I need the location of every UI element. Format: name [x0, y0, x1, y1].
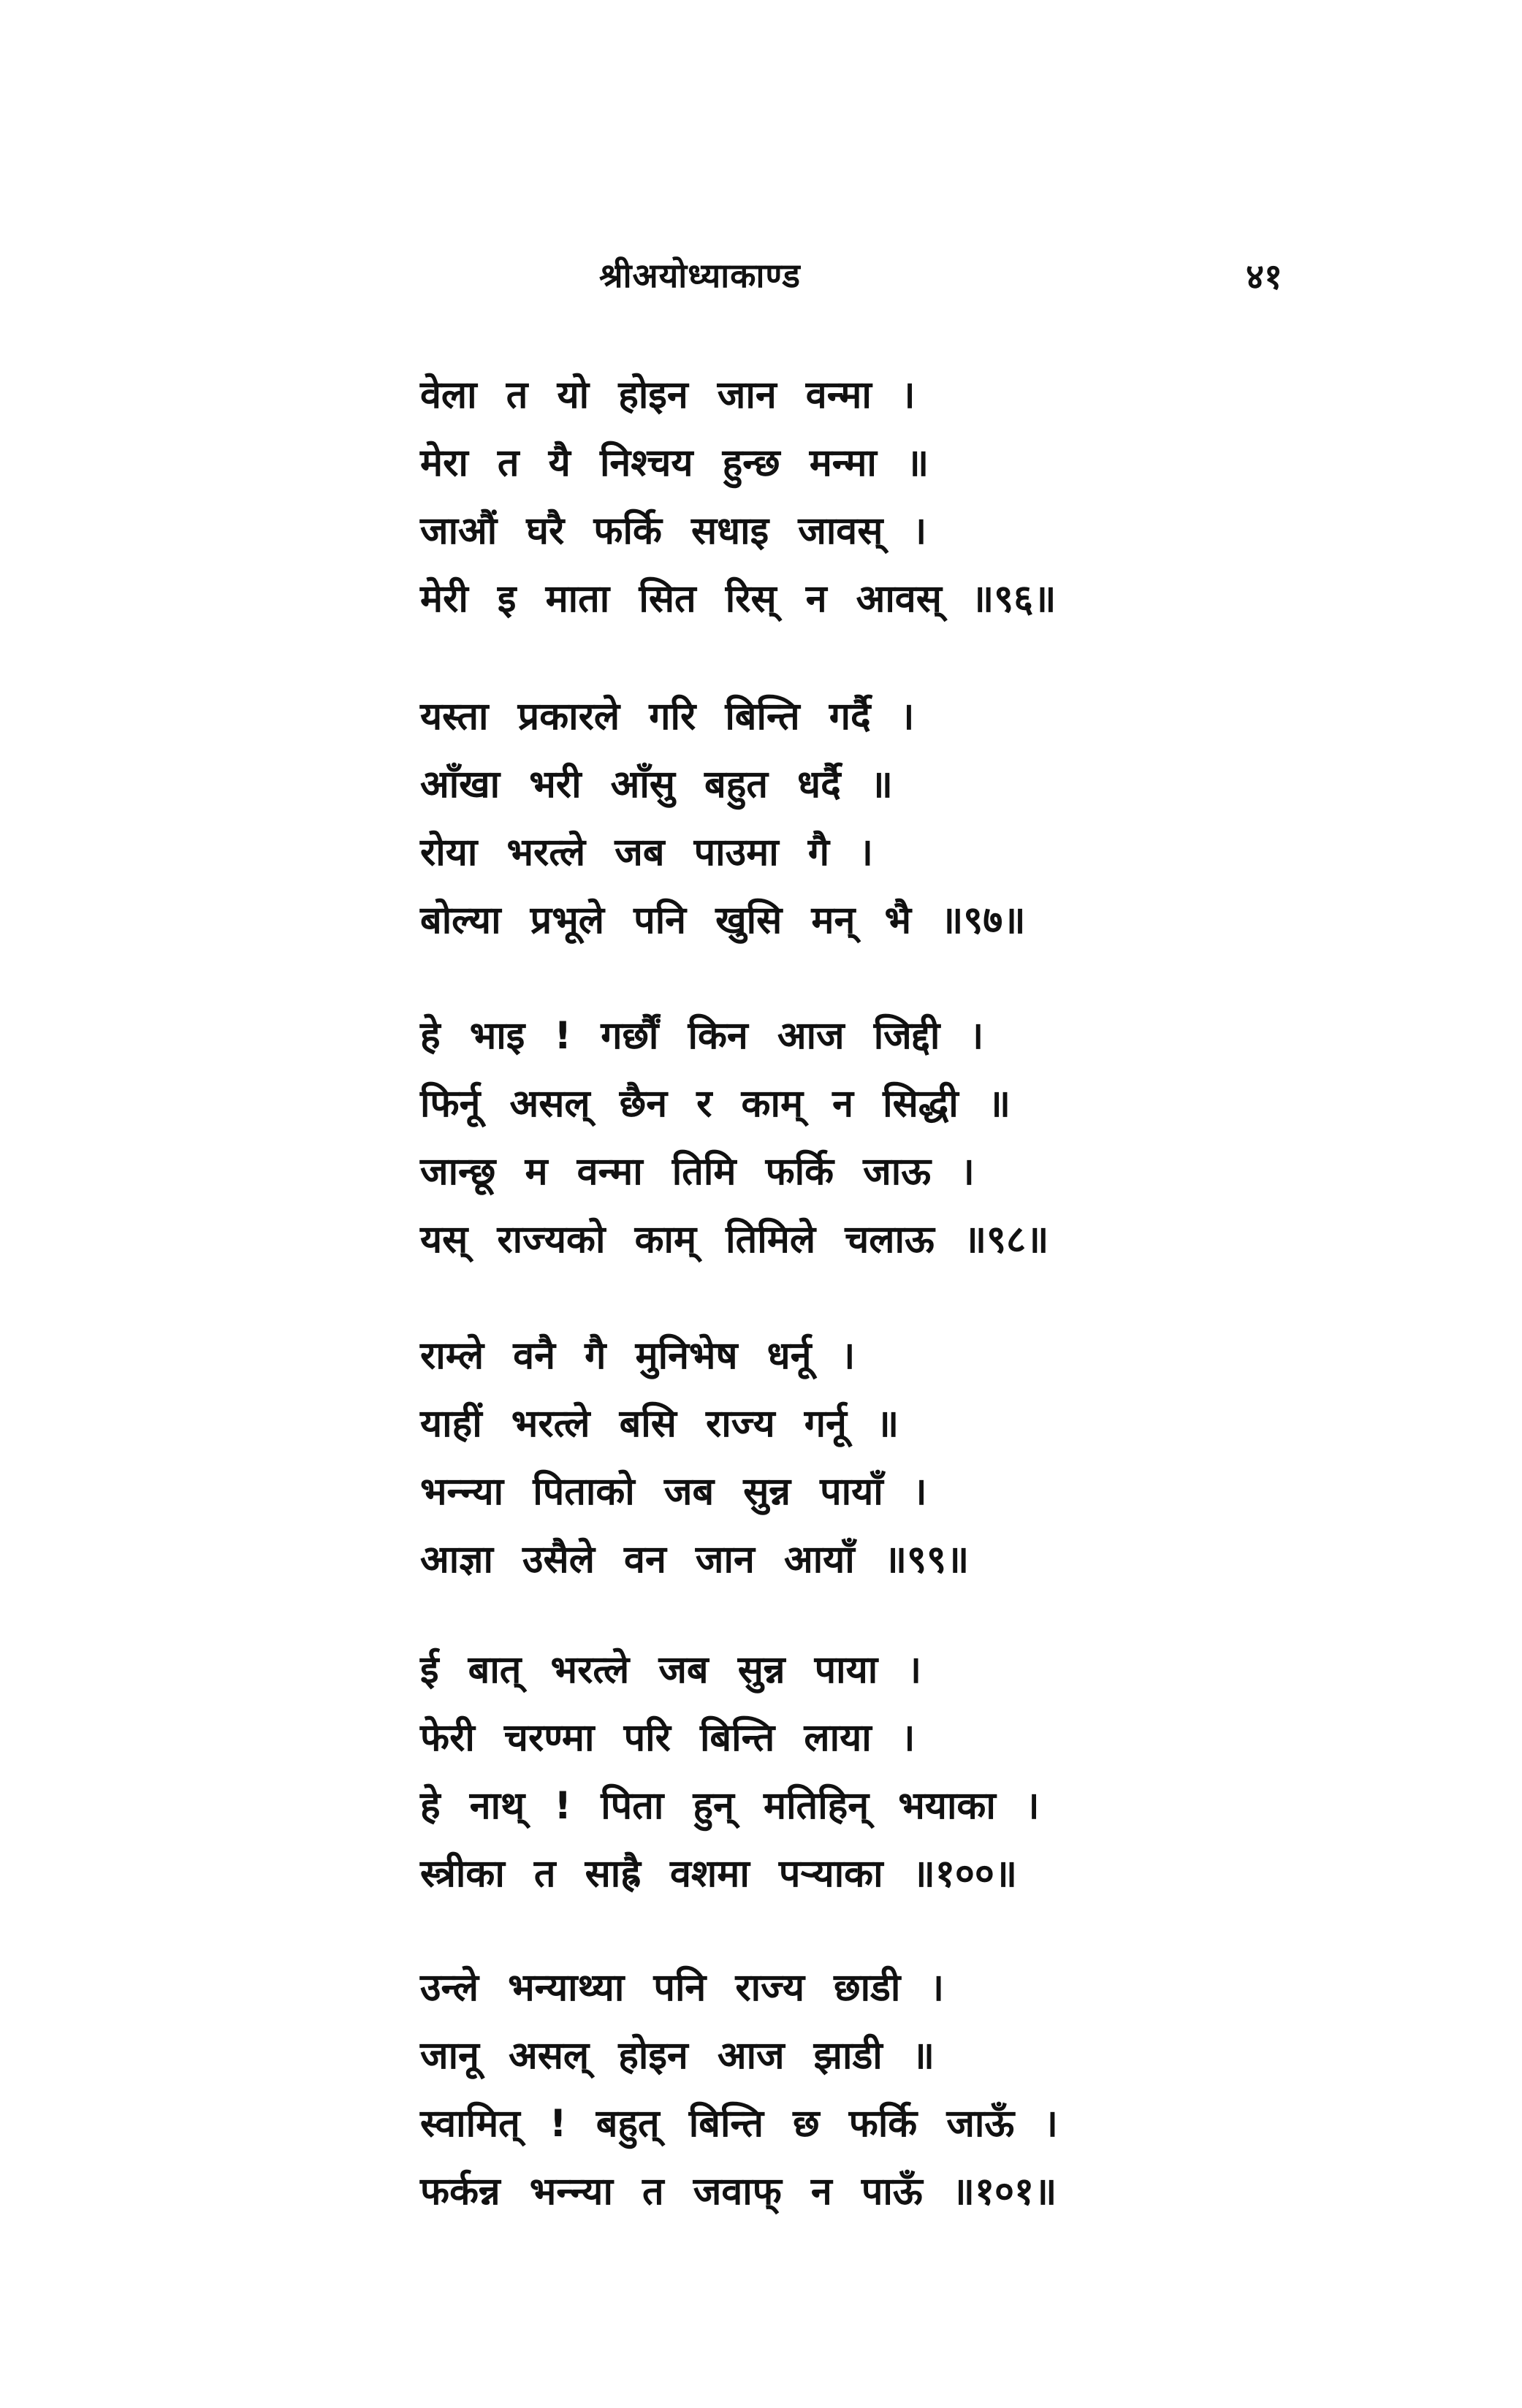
page-number: ४१ [1246, 256, 1282, 297]
verse-line: हे नाथ् ! पिता हुन् मतिहिन् भयाका । [420, 1784, 1040, 1828]
verse-line: यस्ता प्रकारले गरि बिन्ति गर्दै । [420, 695, 915, 739]
verse-line: बोल्या प्रभूले पनि खुसि मन् भै ॥९७॥ [420, 899, 1026, 942]
verse-line: फेरी चरण्मा परि बिन्ति लाया । [420, 1716, 916, 1760]
verse-line: आज्ञा उसैले वन जान आयाँ ॥९९॥ [420, 1538, 970, 1582]
verse-line: यस् राज्यको काम् तिमिले चलाऊ ॥९८॥ [420, 1218, 1049, 1262]
verse-line: जान्छू म वन्मा तिमि फर्कि जाऊ । [420, 1150, 975, 1194]
verse-line: मेरी इ माता सित रिस् न आवस् ॥९६॥ [420, 577, 1057, 621]
stanza-100 [420, 1637, 1209, 1908]
verse-line: मेरा त यै निश्चय हुन्छ मन्मा ॥ [420, 441, 929, 485]
verse-line: फिर्नू असल् छैन र काम् न सिद्धी ॥ [420, 1082, 1011, 1126]
verse-line: जानू असल् होइन आज झाडी ॥ [420, 2034, 935, 2078]
stanza-101 [420, 1954, 1209, 2226]
verse-line: स्वामित् ! बहुत् बिन्ति छ फर्कि जाऊँ । [420, 2102, 1059, 2146]
stanza-99 [420, 1322, 1209, 1594]
verse-line: हे भाइ ! गर्छौं किन आज जिद्दी । [420, 1014, 984, 1058]
verse-line: ई बात् भरत्ले जब सुन्न पाया । [420, 1648, 922, 1692]
verse-line: रोया भरत्ले जब पाउमा गै । [420, 831, 873, 875]
verse-line: जाऔं घरै फर्कि सधाइ जावस् । [420, 509, 927, 553]
verse-line: स्त्रीका त साह्रै वशमा पऱ्याका ॥१००॥ [420, 1852, 1018, 1896]
verse-line: याहीं भरत्ले बसि राज्य गर्नू ॥ [420, 1402, 899, 1446]
verse-line: आँखा भरी आँसु बहुत धर्दै ॥ [420, 763, 893, 807]
running-header-title: श्रीअयोध्याकाण्ड [599, 256, 801, 295]
stanza-96 [420, 362, 1209, 633]
stanza-98 [420, 1002, 1209, 1274]
verse-line: भन्न्या पिताको जब सुन्न पायाँ । [420, 1470, 927, 1514]
verse-line: राम्ले वनै गै मुनिभेष धर्नू । [420, 1334, 856, 1378]
verse-line: वेला त यो होइन जान वन्मा । [420, 373, 916, 417]
verse-line: उन्ले भन्याथ्या पनि राज्य छाडी । [420, 1966, 945, 2010]
verse-line: फर्कन्न भन्न्या त जवाफ् न पाऊँ ॥१०१॥ [420, 2170, 1057, 2214]
stanza-97 [420, 683, 1209, 955]
